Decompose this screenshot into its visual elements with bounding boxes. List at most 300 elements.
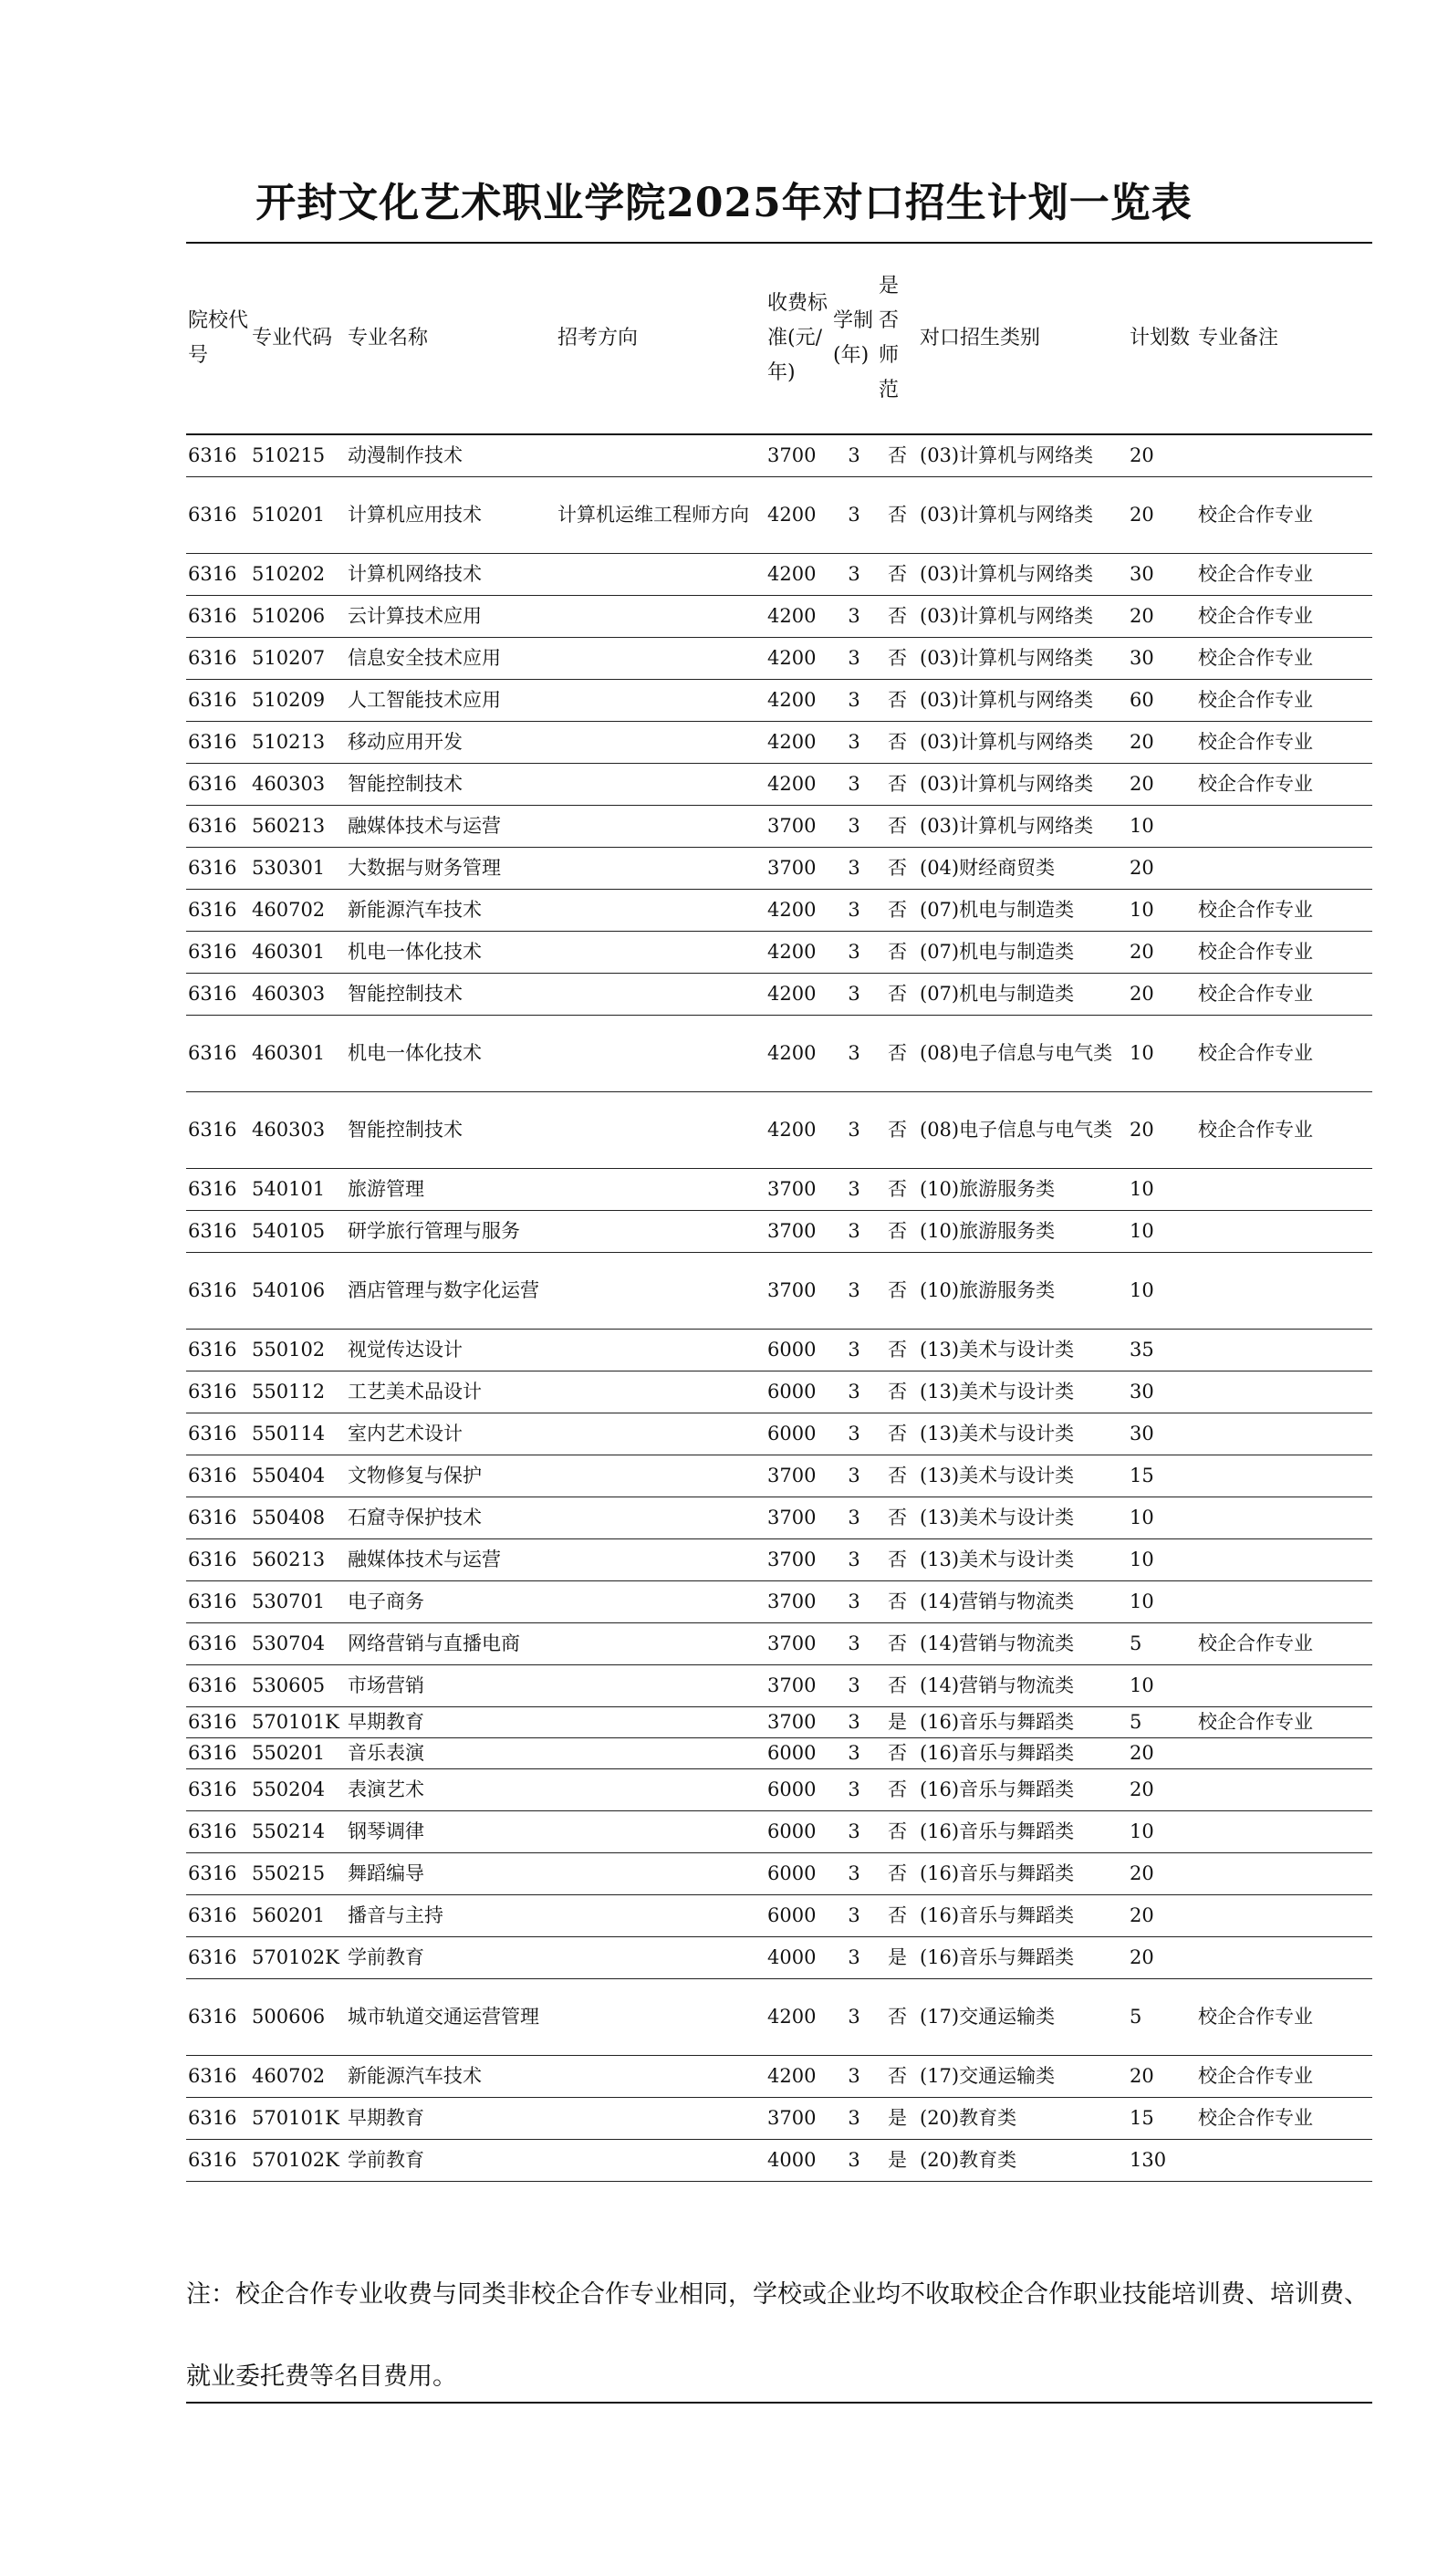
table-row <box>186 931 1372 973</box>
cell-major-code: 510215 <box>252 444 326 467</box>
cell-category: (13)美术与设计类 <box>920 1465 1075 1486</box>
cell-major-code: 550408 <box>252 1507 326 1528</box>
header-normal: 是否师范 <box>879 275 900 402</box>
cell-major-name: 融媒体技术与运营 <box>348 1549 501 1570</box>
cell-school-code: 6316 <box>188 1632 237 1654</box>
cell-category: (16)音乐与舞蹈类 <box>920 1778 1075 1800</box>
header-remark: 专业备注 <box>1198 327 1279 349</box>
cell-direction <box>556 1737 766 1768</box>
table-row <box>186 1168 1372 1210</box>
cell-normal: 是 <box>888 1711 907 1733</box>
cell-school-code: 6316 <box>188 689 237 711</box>
cell-school-code: 6316 <box>188 647 237 669</box>
table-row <box>186 889 1372 931</box>
cell-normal: 否 <box>888 815 907 837</box>
cell-major-name: 网络营销与直播电商 <box>348 1632 520 1654</box>
cell-plan: 20 <box>1130 605 1154 627</box>
cell-major-code: 570101K <box>252 1711 339 1733</box>
table-header-row <box>186 243 1372 434</box>
cell-normal: 否 <box>888 1339 907 1361</box>
cell-remark <box>1196 1210 1372 1252</box>
cell-fee: 4200 <box>767 731 817 753</box>
cell-years: 3 <box>848 1946 860 1968</box>
cell-fee: 6000 <box>767 1904 817 1926</box>
cell-category: (08)电子信息与电气类 <box>920 1119 1113 1141</box>
cell-school-code: 6316 <box>188 2065 237 2087</box>
cell-school-code: 6316 <box>188 1711 237 1733</box>
cell-school-code: 6316 <box>188 1904 237 1926</box>
cell-plan: 20 <box>1130 983 1154 1005</box>
cell-fee: 3700 <box>767 1590 817 1612</box>
cell-plan: 20 <box>1130 1778 1154 1800</box>
cell-direction <box>556 1978 766 2055</box>
cell-school-code: 6316 <box>188 2107 237 2129</box>
table-row <box>186 1810 1372 1852</box>
cell-years: 3 <box>848 1042 860 1064</box>
table-row <box>186 595 1372 637</box>
cell-direction <box>556 1329 766 1371</box>
cell-remark: 校企合作专业 <box>1198 2006 1313 2028</box>
cell-plan: 20 <box>1130 941 1154 963</box>
cell-major-code: 460303 <box>252 1119 326 1141</box>
cell-remark: 校企合作专业 <box>1198 689 1313 711</box>
cell-major-code: 570101K <box>252 2107 339 2129</box>
cell-major-code: 560201 <box>252 1904 326 1926</box>
table-row <box>186 1894 1372 1936</box>
cell-direction <box>556 1252 766 1329</box>
cell-normal: 否 <box>888 1820 907 1842</box>
cell-normal: 否 <box>888 1778 907 1800</box>
cell-category: (03)计算机与网络类 <box>920 504 1094 526</box>
cell-years: 3 <box>848 504 860 526</box>
cell-direction <box>556 1768 766 1810</box>
cell-major-code: 460303 <box>252 773 326 795</box>
cell-direction <box>556 973 766 1015</box>
cell-remark <box>1196 1810 1372 1852</box>
cell-school-code: 6316 <box>188 899 237 921</box>
cell-fee: 4200 <box>767 605 817 627</box>
cell-school-code: 6316 <box>188 2006 237 2028</box>
cell-major-code: 460301 <box>252 1042 326 1064</box>
cell-major-name: 机电一体化技术 <box>348 1042 482 1064</box>
cell-school-code: 6316 <box>188 1674 237 1696</box>
cell-direction <box>556 595 766 637</box>
cell-plan: 5 <box>1130 1632 1142 1654</box>
cell-major-name: 酒店管理与数字化运营 <box>348 1279 539 1301</box>
cell-major-code: 550114 <box>252 1423 326 1444</box>
cell-fee: 3700 <box>767 1178 817 1200</box>
cell-direction <box>556 1622 766 1664</box>
cell-category: (20)教育类 <box>920 2149 1017 2171</box>
cell-major-code: 510213 <box>252 731 326 753</box>
cell-fee: 4200 <box>767 647 817 669</box>
cell-direction <box>556 1810 766 1852</box>
cell-major-name: 电子商务 <box>348 1590 424 1612</box>
cell-major-name: 视觉传达设计 <box>348 1339 463 1361</box>
cell-direction <box>556 805 766 847</box>
cell-major-name: 舞蹈编导 <box>348 1862 424 1884</box>
cell-normal: 否 <box>888 983 907 1005</box>
cell-remark <box>1196 1580 1372 1622</box>
cell-plan: 10 <box>1130 1674 1154 1696</box>
cell-years: 3 <box>848 815 860 837</box>
cell-major-code: 540105 <box>252 1220 326 1242</box>
cell-school-code: 6316 <box>188 1778 237 1800</box>
cell-major-code: 510206 <box>252 605 326 627</box>
cell-fee: 4200 <box>767 1119 817 1141</box>
cell-remark <box>1196 1329 1372 1371</box>
cell-major-name: 智能控制技术 <box>348 773 463 795</box>
cell-remark <box>1196 1497 1372 1538</box>
table-row <box>186 476 1372 553</box>
cell-category: (03)计算机与网络类 <box>920 563 1094 585</box>
cell-remark <box>1196 1737 1372 1768</box>
cell-years: 3 <box>848 1742 860 1764</box>
cell-major-code: 550204 <box>252 1778 326 1800</box>
cell-category: (13)美术与设计类 <box>920 1423 1075 1444</box>
cell-category: (03)计算机与网络类 <box>920 689 1094 711</box>
cell-category: (03)计算机与网络类 <box>920 605 1094 627</box>
cell-plan: 60 <box>1130 689 1154 711</box>
cell-plan: 20 <box>1130 1742 1154 1764</box>
cell-category: (17)交通运输类 <box>920 2006 1056 2028</box>
cell-years: 3 <box>848 1339 860 1361</box>
cell-fee: 6000 <box>767 1423 817 1444</box>
cell-category: (13)美术与设计类 <box>920 1381 1075 1403</box>
cell-major-code: 570102K <box>252 1946 339 1968</box>
cell-years: 3 <box>848 1178 860 1200</box>
cell-years: 3 <box>848 444 860 467</box>
cell-direction <box>556 1413 766 1455</box>
cell-school-code: 6316 <box>188 1042 237 1064</box>
cell-direction <box>556 1210 766 1252</box>
header-major-name: 专业名称 <box>348 327 429 349</box>
cell-direction <box>556 1015 766 1091</box>
cell-category: (03)计算机与网络类 <box>920 815 1094 837</box>
cell-remark <box>1196 805 1372 847</box>
cell-years: 3 <box>848 1632 860 1654</box>
cell-fee: 6000 <box>767 1742 817 1764</box>
footnote: 注：校企合作专业收费与同类非校企合作专业相同，学校或企业均不收取校企合作职业技能培训费、培训费、就业委托费等名目费用。 <box>186 2280 1369 2391</box>
table-row <box>186 637 1372 679</box>
cell-major-name: 移动应用开发 <box>348 731 463 753</box>
cell-normal: 否 <box>888 1042 907 1064</box>
cell-remark <box>1196 1768 1372 1810</box>
cell-fee: 3700 <box>767 1549 817 1570</box>
cell-major-name: 新能源汽车技术 <box>348 899 482 921</box>
table-row <box>186 1936 1372 1978</box>
cell-major-name: 智能控制技术 <box>348 1119 463 1141</box>
cell-school-code: 6316 <box>188 1381 237 1403</box>
cell-normal: 否 <box>888 773 907 795</box>
cell-major-code: 540106 <box>252 1279 326 1301</box>
cell-category: (16)音乐与舞蹈类 <box>920 1946 1075 1968</box>
cell-plan: 10 <box>1130 1220 1154 1242</box>
cell-normal: 是 <box>888 1946 907 1968</box>
cell-direction <box>556 637 766 679</box>
cell-plan: 30 <box>1130 1381 1154 1403</box>
cell-category: (10)旅游服务类 <box>920 1178 1056 1200</box>
cell-years: 3 <box>848 1674 860 1696</box>
table-row <box>186 553 1372 595</box>
cell-remark: 校企合作专业 <box>1198 983 1313 1005</box>
table-row <box>186 721 1372 763</box>
cell-major-code: 560213 <box>252 815 326 837</box>
page-title: 开封文化艺术职业学院2025年对口招生计划一览表 <box>255 180 1193 226</box>
cell-major-name: 大数据与财务管理 <box>348 857 501 879</box>
cell-years: 3 <box>848 1465 860 1486</box>
cell-major-code: 530704 <box>252 1632 326 1654</box>
cell-normal: 否 <box>888 1674 907 1696</box>
cell-direction <box>556 1936 766 1978</box>
cell-school-code: 6316 <box>188 1549 237 1570</box>
cell-direction <box>556 763 766 805</box>
cell-category: (13)美术与设计类 <box>920 1507 1075 1528</box>
cell-years: 3 <box>848 1220 860 1242</box>
cell-major-name: 文物修复与保护 <box>348 1465 482 1486</box>
cell-normal: 是 <box>888 2149 907 2171</box>
cell-normal: 否 <box>888 1119 907 1141</box>
cell-years: 3 <box>848 1381 860 1403</box>
cell-plan: 20 <box>1130 1862 1154 1884</box>
cell-major-code: 550112 <box>252 1381 326 1403</box>
cell-normal: 否 <box>888 1862 907 1884</box>
cell-normal: 否 <box>888 1632 907 1654</box>
cell-years: 3 <box>848 1778 860 1800</box>
cell-years: 3 <box>848 1820 860 1842</box>
cell-category: (13)美术与设计类 <box>920 1549 1075 1570</box>
cell-major-code: 460303 <box>252 983 326 1005</box>
cell-plan: 20 <box>1130 1946 1154 1968</box>
cell-plan: 10 <box>1130 1279 1154 1301</box>
cell-plan: 30 <box>1130 563 1154 585</box>
cell-fee: 3700 <box>767 2107 817 2129</box>
cell-plan: 10 <box>1130 1820 1154 1842</box>
cell-remark: 校企合作专业 <box>1198 1042 1313 1064</box>
header-fee: 收费标准(元/年) <box>767 292 828 384</box>
cell-school-code: 6316 <box>188 1423 237 1444</box>
cell-major-code: 530301 <box>252 857 326 879</box>
cell-major-code: 510202 <box>252 563 326 585</box>
cell-normal: 否 <box>888 941 907 963</box>
cell-normal: 否 <box>888 1220 907 1242</box>
cell-major-code: 540101 <box>252 1178 326 1200</box>
cell-plan: 10 <box>1130 1549 1154 1570</box>
cell-fee: 3700 <box>767 1711 817 1733</box>
cell-remark: 校企合作专业 <box>1198 731 1313 753</box>
cell-normal: 否 <box>888 647 907 669</box>
cell-plan: 10 <box>1130 815 1154 837</box>
cell-school-code: 6316 <box>188 941 237 963</box>
table-row <box>186 1580 1372 1622</box>
cell-remark <box>1196 847 1372 889</box>
cell-years: 3 <box>848 647 860 669</box>
cell-category: (03)计算机与网络类 <box>920 731 1094 753</box>
cell-years: 3 <box>848 1119 860 1141</box>
cell-plan: 10 <box>1130 1507 1154 1528</box>
cell-normal: 否 <box>888 731 907 753</box>
cell-plan: 130 <box>1130 2149 1167 2171</box>
cell-remark: 校企合作专业 <box>1198 2065 1313 2087</box>
cell-category: (17)交通运输类 <box>920 2065 1056 2087</box>
header-direction: 招考方向 <box>557 327 639 349</box>
cell-direction <box>556 1538 766 1580</box>
table-row <box>186 805 1372 847</box>
cell-normal: 否 <box>888 1507 907 1528</box>
cell-major-name: 石窟寺保护技术 <box>348 1507 482 1528</box>
table-row <box>186 434 1372 476</box>
cell-fee: 4200 <box>767 773 817 795</box>
cell-years: 3 <box>848 2006 860 2028</box>
cell-category: (16)音乐与舞蹈类 <box>920 1820 1075 1842</box>
cell-years: 3 <box>848 941 860 963</box>
cell-remark: 校企合作专业 <box>1198 647 1313 669</box>
cell-major-name: 新能源汽车技术 <box>348 2065 482 2087</box>
cell-plan: 20 <box>1130 1119 1154 1141</box>
cell-category: (04)财经商贸类 <box>920 857 1056 879</box>
table-row <box>186 1768 1372 1810</box>
table-row <box>186 1210 1372 1252</box>
cell-major-name: 人工智能技术应用 <box>348 689 501 711</box>
cell-plan: 20 <box>1130 2065 1154 2087</box>
table-row <box>186 1015 1372 1091</box>
cell-major-code: 570102K <box>252 2149 339 2171</box>
cell-major-code: 550215 <box>252 1862 326 1884</box>
cell-remark: 校企合作专业 <box>1198 899 1313 921</box>
cell-category: (10)旅游服务类 <box>920 1220 1056 1242</box>
header-major-code: 专业代码 <box>252 327 333 349</box>
cell-school-code: 6316 <box>188 563 237 585</box>
cell-category: (13)美术与设计类 <box>920 1339 1075 1361</box>
cell-major-code: 550102 <box>252 1339 326 1361</box>
cell-major-code: 560213 <box>252 1549 326 1570</box>
cell-plan: 30 <box>1130 647 1154 669</box>
cell-years: 3 <box>848 2149 860 2171</box>
cell-major-code: 510209 <box>252 689 326 711</box>
cell-direction <box>556 931 766 973</box>
table-row <box>186 1706 1372 1737</box>
cell-major-code: 530701 <box>252 1590 326 1612</box>
cell-fee: 3700 <box>767 1632 817 1654</box>
table-row <box>186 763 1372 805</box>
cell-direction <box>556 2139 766 2181</box>
table-row <box>186 1413 1372 1455</box>
cell-remark: 校企合作专业 <box>1198 563 1313 585</box>
cell-normal: 否 <box>888 1742 907 1764</box>
table-row <box>186 1371 1372 1413</box>
cell-fee: 4200 <box>767 563 817 585</box>
cell-major-name: 信息安全技术应用 <box>348 647 501 669</box>
cell-fee: 4000 <box>767 1946 817 1968</box>
cell-years: 3 <box>848 689 860 711</box>
cell-school-code: 6316 <box>188 731 237 753</box>
table-row <box>186 1622 1372 1664</box>
cell-major-name: 钢琴调律 <box>348 1820 424 1842</box>
cell-remark <box>1196 1455 1372 1497</box>
cell-fee: 3700 <box>767 1220 817 1242</box>
cell-normal: 否 <box>888 2065 907 2087</box>
cell-major-code: 550201 <box>252 1742 326 1764</box>
cell-fee: 4200 <box>767 2065 817 2087</box>
cell-school-code: 6316 <box>188 1590 237 1612</box>
cell-major-code: 510201 <box>252 504 326 526</box>
cell-major-name: 早期教育 <box>348 2107 424 2129</box>
cell-remark <box>1196 1664 1372 1706</box>
cell-category: (07)机电与制造类 <box>920 899 1075 921</box>
cell-normal: 否 <box>888 899 907 921</box>
cell-plan: 10 <box>1130 899 1154 921</box>
cell-major-code: 460301 <box>252 941 326 963</box>
cell-direction <box>556 553 766 595</box>
header-years: 学制(年) <box>833 309 874 367</box>
cell-years: 3 <box>848 2107 860 2129</box>
cell-school-code: 6316 <box>188 773 237 795</box>
cell-school-code: 6316 <box>188 1178 237 1200</box>
cell-major-code: 460702 <box>252 2065 326 2087</box>
cell-direction <box>556 2097 766 2139</box>
cell-normal: 否 <box>888 689 907 711</box>
table-row <box>186 1538 1372 1580</box>
cell-normal: 是 <box>888 2107 907 2129</box>
cell-remark: 校企合作专业 <box>1198 1632 1313 1654</box>
cell-fee: 4000 <box>767 2149 817 2171</box>
table-row <box>186 1664 1372 1706</box>
cell-major-code: 550404 <box>252 1465 326 1486</box>
cell-direction <box>556 1455 766 1497</box>
cell-direction <box>556 1852 766 1894</box>
cell-fee: 4200 <box>767 983 817 1005</box>
header-category: 对口招生类别 <box>920 327 1041 349</box>
cell-major-name: 室内艺术设计 <box>348 1423 463 1444</box>
cell-category: (16)音乐与舞蹈类 <box>920 1862 1075 1884</box>
cell-fee: 4200 <box>767 2006 817 2028</box>
cell-school-code: 6316 <box>188 983 237 1005</box>
cell-school-code: 6316 <box>188 2149 237 2171</box>
cell-major-name: 机电一体化技术 <box>348 941 482 963</box>
cell-years: 3 <box>848 899 860 921</box>
cell-plan: 10 <box>1130 1590 1154 1612</box>
cell-remark <box>1196 1936 1372 1978</box>
cell-remark <box>1196 1894 1372 1936</box>
cell-normal: 否 <box>888 1549 907 1570</box>
table-row <box>186 973 1372 1015</box>
cell-remark: 校企合作专业 <box>1198 1711 1313 1733</box>
cell-direction <box>556 679 766 721</box>
cell-major-code: 510207 <box>252 647 326 669</box>
cell-category: (07)机电与制造类 <box>920 983 1075 1005</box>
cell-normal: 否 <box>888 504 907 526</box>
cell-fee: 3700 <box>767 1465 817 1486</box>
cell-normal: 否 <box>888 1178 907 1200</box>
cell-years: 3 <box>848 1904 860 1926</box>
cell-school-code: 6316 <box>188 1507 237 1528</box>
cell-school-code: 6316 <box>188 1279 237 1301</box>
cell-fee: 6000 <box>767 1778 817 1800</box>
cell-category: (10)旅游服务类 <box>920 1279 1056 1301</box>
cell-major-name: 智能控制技术 <box>348 983 463 1005</box>
cell-remark <box>1196 1413 1372 1455</box>
cell-category: (03)计算机与网络类 <box>920 773 1094 795</box>
cell-major-code: 460702 <box>252 899 326 921</box>
cell-normal: 否 <box>888 605 907 627</box>
cell-years: 3 <box>848 1423 860 1444</box>
cell-school-code: 6316 <box>188 1220 237 1242</box>
cell-school-code: 6316 <box>188 1119 237 1141</box>
cell-school-code: 6316 <box>188 1946 237 1968</box>
cell-normal: 否 <box>888 1423 907 1444</box>
cell-remark <box>1196 434 1372 476</box>
cell-fee: 6000 <box>767 1862 817 1884</box>
